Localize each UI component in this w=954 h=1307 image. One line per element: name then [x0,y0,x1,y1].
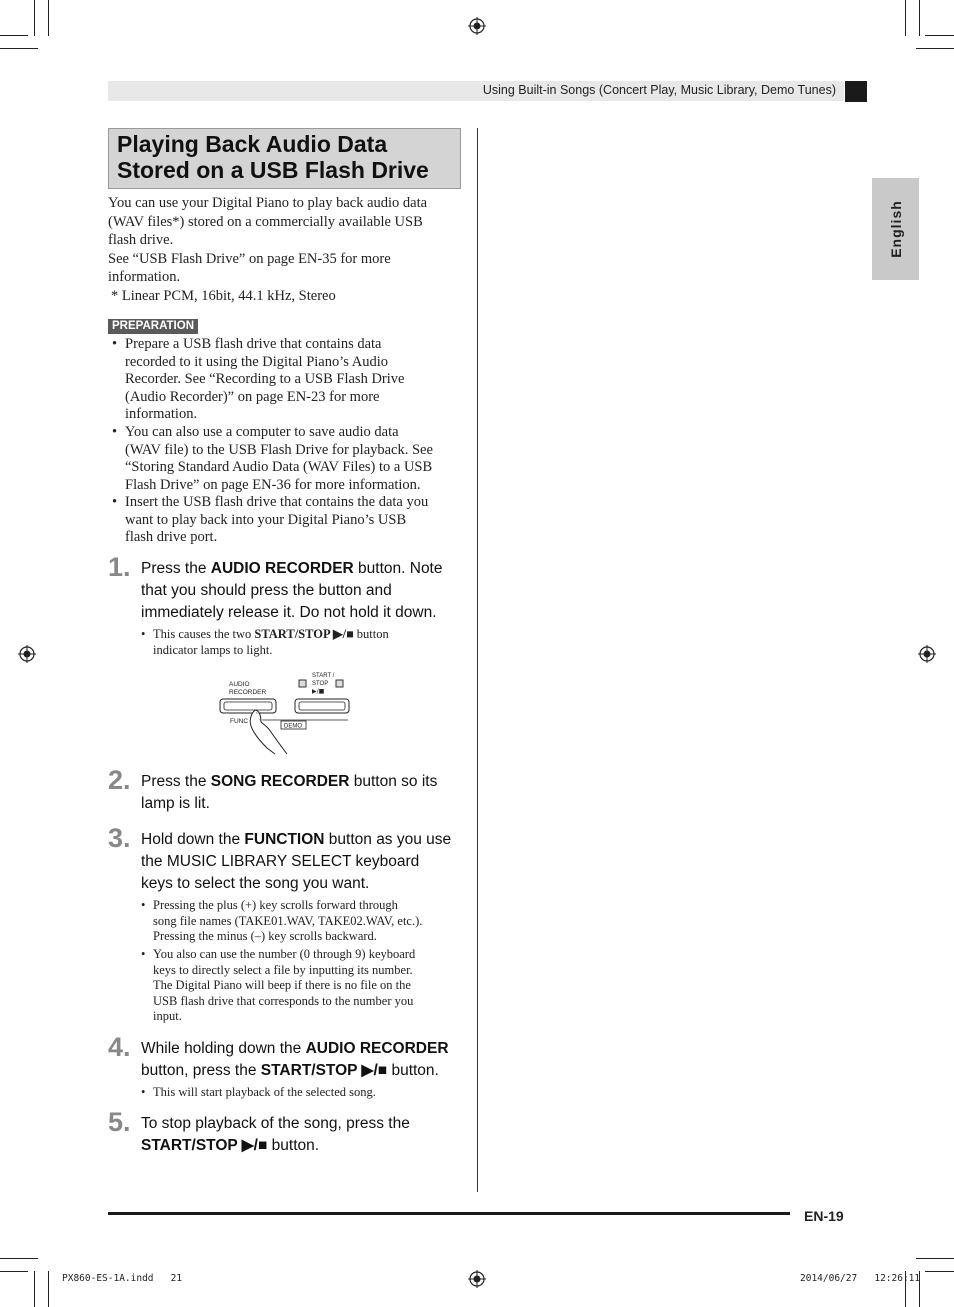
crop-mark [925,35,954,36]
step-3-note: You also can use the number (0 through 9) keyboard keys to directly select a file by inputting its number. The Digital Piano will beep if there is no file on the USB flash drive that corresponds to the number you input. [153,947,416,1024]
registration-mark-icon [468,1270,486,1288]
crop-mark [48,1271,49,1307]
start-stop-label: ▶/■ [312,688,325,695]
step-3-text: Hold down the FUNCTION button as you use the MUSIC LIBRARY SELECT keyboard keys to select the song you want. [141,831,452,892]
crop-mark [34,1271,35,1307]
crop-mark [0,35,28,36]
registration-mark-icon [918,645,936,663]
footer-file-info: PX860-ES-1A.indd 21 [62,1273,183,1284]
bullet-marker: • [141,1085,146,1099]
step-4-text: While holding down the AUDIO RECORDER button, press the START/STOP ▶/■ button. [141,1040,449,1079]
crop-mark [919,0,920,36]
section-title: Playing Back Audio Data Stored on a USB Flash Drive [117,131,429,183]
footnote: * Linear PCM, 16bit, 44.1 kHz, Stereo [111,287,336,304]
start-stop-label: STOP [312,681,329,687]
intro-paragraph: You can use your Digital Piano to play back audio data (WAV files*) stored on a commercially available USB flash drive. See “USB Flash Drive” on page EN-35 for more information. * Linear PCM, 16bit, 44.1 kHz, Stereo [108,195,428,304]
bullet-marker: • [141,947,146,961]
step-number: 5. [108,1107,131,1137]
running-header-block [845,81,867,102]
crop-mark [916,1258,954,1259]
language-tab-label: English [887,200,904,258]
step-4-note: This will start playback of the selected song. [153,1085,376,1099]
page-number: EN-19 [804,1208,844,1224]
step-number: 3. [108,823,131,853]
demo-label: DEMO [284,723,302,730]
step-1-note: This causes the two START/STOP ▶/■ button indicator lamps to light. [153,627,389,657]
step-number: 1. [108,552,131,582]
finger-icon [250,710,287,754]
preparation-item: Prepare a USB flash drive that contains data recorded to it using the Digital Piano’s Audio Recorder. See “Recording to a USB Flash Drive (Audio Recorder)” on page EN-23 for more information. [125,336,405,422]
bullet-marker: • [141,627,146,641]
crop-mark [0,1271,28,1272]
registration-mark-icon [18,645,36,663]
preparation-item: Insert the USB flash drive that contains the data you want to play back into your Digital Piano’s USB flash drive port. [125,494,429,545]
crop-mark [916,48,954,49]
bullet-marker: • [112,336,118,352]
bullet-marker: • [112,494,118,510]
step-2-text: Press the SONG RECORDER button so its lamp is lit. [141,773,438,812]
crop-mark [925,1271,954,1272]
preparation-badge: PREPARATION [108,319,198,334]
audio-recorder-label: RECORDER [229,689,267,696]
start-stop-label: START / [312,673,335,679]
footer-date-info: 2014/06/27 12:26:11 [800,1273,921,1284]
registration-mark-icon [468,17,486,35]
preparation-item: You can also use a computer to save audio data (WAV file) to the USB Flash Drive for playback. See “Storing Standard Audio Data (WAV Files) to a USB Flash Drive” on page EN-36 for more information. [125,424,433,493]
crop-mark [34,0,35,36]
footer-rule [108,1212,790,1215]
step-5-text: To stop playback of the song, press the START/STOP ▶/■ button. [141,1115,410,1154]
func-label: FUNC [230,718,249,725]
step-number: 4. [108,1032,131,1062]
step-3-note: Pressing the plus (+) key scrolls forward through song file names (TAKE01.WAV, TAKE02.WAV, etc.). Pressing the minus (–) key scrolls backward. [153,898,423,944]
crop-mark [48,0,49,36]
audio-recorder-label: AUDIO [229,681,250,688]
bullet-marker: • [141,898,146,912]
step-1-text: Press the AUDIO RECORDER button. Note that you should press the button and immediately release it. Do not hold it down. [141,560,443,621]
lamp-icon [336,680,343,687]
running-header-title: Using Built-in Songs (Concert Play, Music Library, Demo Tunes) [482,83,836,97]
crop-mark [905,0,906,36]
bullet-marker: • [112,424,118,440]
crop-mark [0,48,38,49]
lamp-icon [299,680,306,687]
column-divider [477,128,478,1192]
crop-mark [0,1258,38,1259]
step-number: 2. [108,765,131,795]
panel-illustration [215,668,360,756]
